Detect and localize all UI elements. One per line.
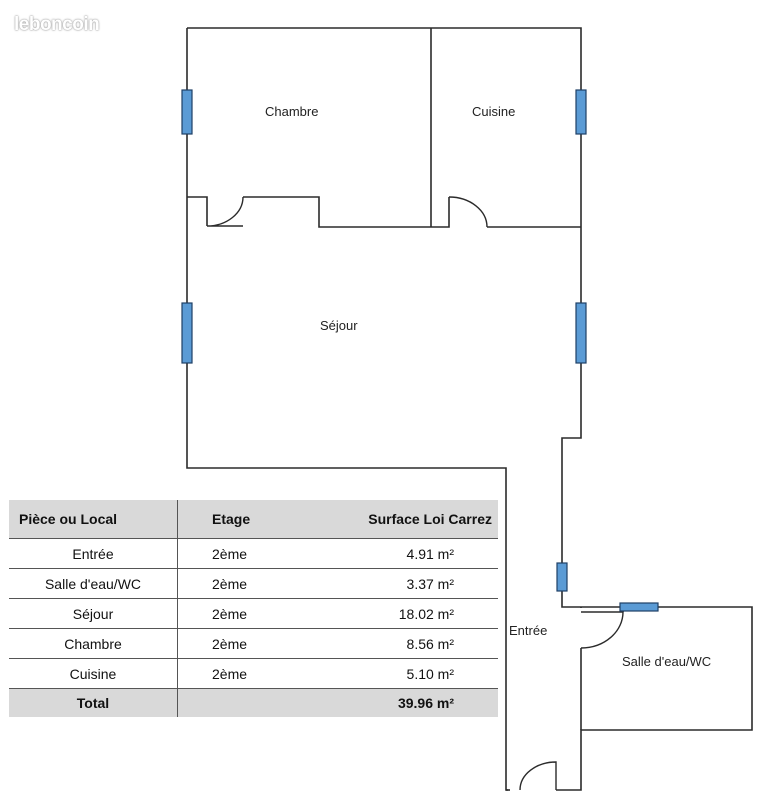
table-row <box>9 539 498 569</box>
cell-etage: 2ème <box>178 569 323 599</box>
table-row <box>9 659 498 689</box>
table-total-row <box>9 689 498 718</box>
cell-etage: 2ème <box>178 659 323 689</box>
wall-chambre-bottom-mid <box>243 197 431 227</box>
header-piece: Pièce ou Local <box>9 500 178 539</box>
window-salle-eau <box>620 603 658 611</box>
cell-piece: Séjour <box>9 599 178 629</box>
total-etage <box>178 689 323 718</box>
cell-surface: 8.56 m² <box>322 629 498 659</box>
cell-piece: Cuisine <box>9 659 178 689</box>
cell-surface: 4.91 m² <box>322 539 498 569</box>
cell-surface: 18.02 m² <box>322 599 498 629</box>
cell-etage: 2ème <box>178 539 323 569</box>
total-surface: 39.96 m² <box>322 689 498 718</box>
window-sejour-right <box>576 303 586 363</box>
table-row <box>9 569 498 599</box>
header-surface: Surface Loi Carrez <box>322 500 498 539</box>
cell-etage: 2ème <box>178 599 323 629</box>
table-header-row <box>9 500 498 539</box>
room-label-entree: Entrée <box>509 623 548 638</box>
surface-table <box>9 500 498 717</box>
room-label-salle-eau: Salle d'eau/WC <box>622 654 712 669</box>
wall-cuisine-bottom <box>431 197 449 227</box>
total-label: Total <box>9 689 178 718</box>
cell-surface: 3.37 m² <box>322 569 498 599</box>
door-cuisine <box>449 197 487 227</box>
window-entree <box>557 563 567 591</box>
table-row <box>9 629 498 659</box>
room-label-chambre: Chambre <box>265 104 319 119</box>
room-label-sejour: Séjour <box>320 318 358 333</box>
cell-piece: Salle d'eau/WC <box>9 569 178 599</box>
door-salle-eau <box>581 612 623 648</box>
room-label-cuisine: Cuisine <box>472 104 516 119</box>
window-sejour-left <box>182 303 192 363</box>
cell-etage: 2ème <box>178 629 323 659</box>
header-etage: Etage <box>178 500 323 539</box>
door-chambre <box>207 197 243 226</box>
wall-chambre-bottom <box>187 197 207 226</box>
table-row <box>9 599 498 629</box>
watermark-logo: leboncoin <box>14 14 100 35</box>
cell-surface: 5.10 m² <box>322 659 498 689</box>
window-cuisine <box>576 90 586 134</box>
window-chambre <box>182 90 192 134</box>
door-entree <box>520 762 556 790</box>
cell-piece: Entrée <box>9 539 178 569</box>
cell-piece: Chambre <box>9 629 178 659</box>
